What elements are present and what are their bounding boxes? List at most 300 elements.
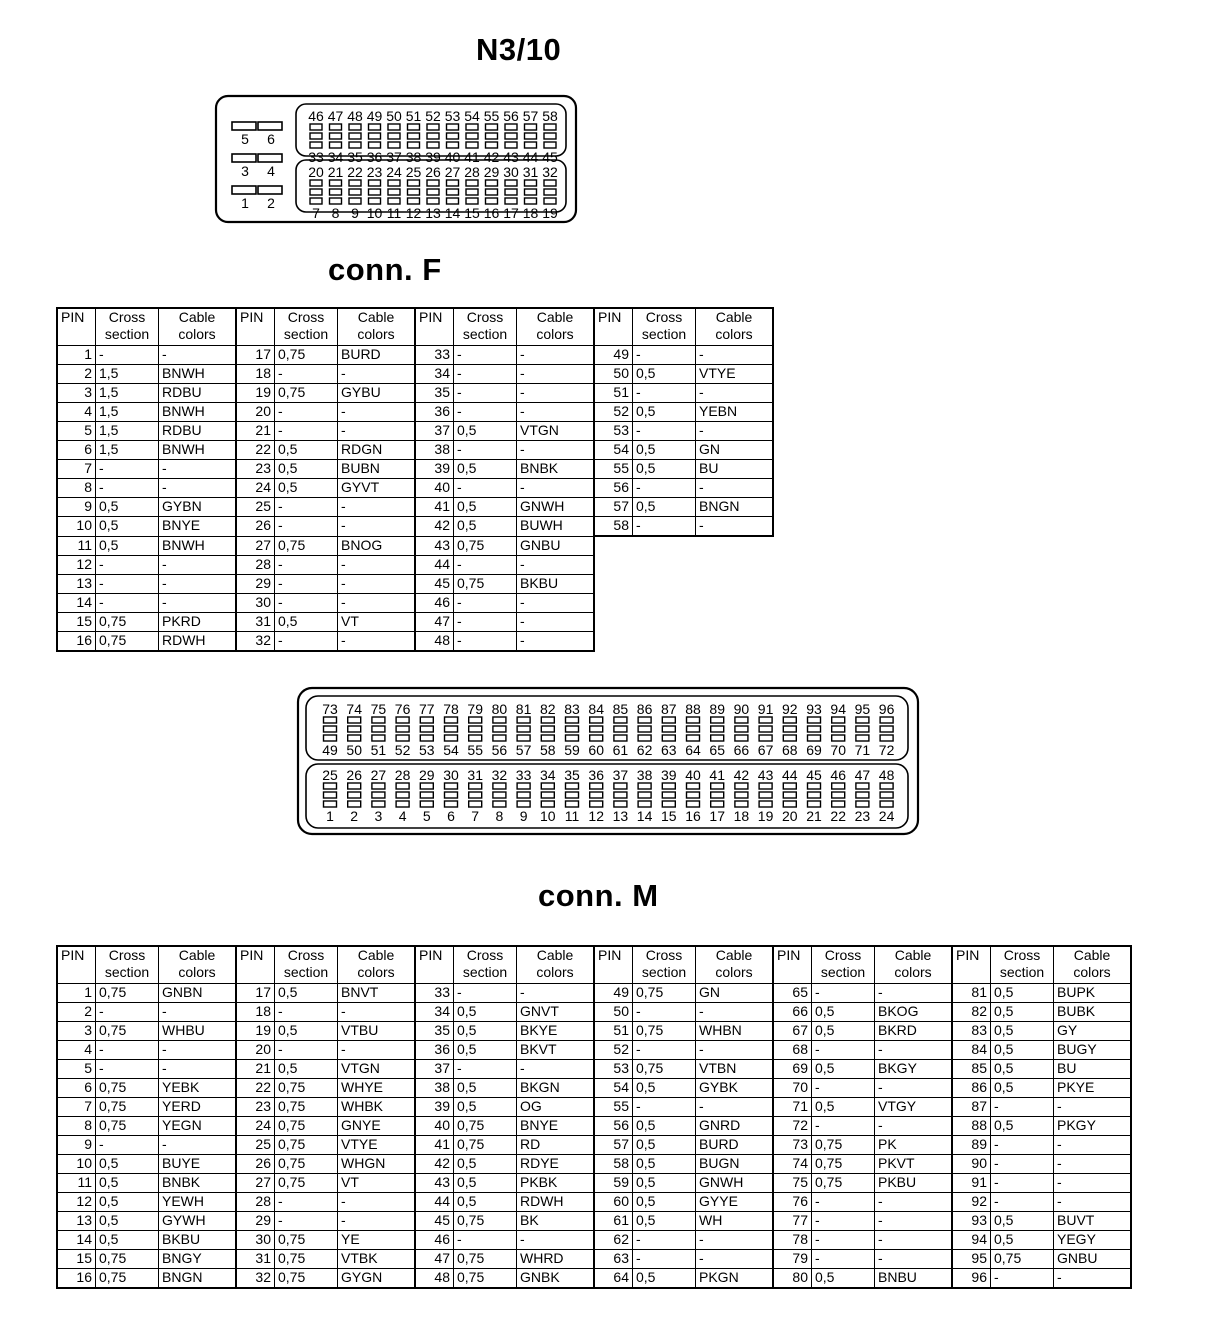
cable-color-cell: -	[875, 1117, 953, 1136]
pin-cell: 48	[415, 1269, 454, 1289]
cable-color-cell: -	[159, 346, 237, 365]
cross-section-cell: 0,5	[275, 1060, 338, 1079]
pin-cell: 48	[415, 631, 454, 651]
pin-cell: 20	[236, 403, 275, 422]
pin-cell: 7	[57, 460, 96, 479]
cross-section-cell: -	[633, 384, 696, 403]
m-lower-pin-label: 28	[394, 767, 411, 783]
pin-cell: 4	[57, 403, 96, 422]
power-pin-label: 3	[241, 163, 249, 179]
pin-slot	[493, 717, 506, 723]
cross-section-cell: 0,75	[275, 1136, 338, 1155]
n3-lower-pin-label: 12	[405, 205, 422, 221]
pin-slot	[324, 792, 337, 798]
m-upper-pin-label: 53	[419, 742, 435, 758]
cross-section-cell: 0,75	[275, 1079, 338, 1098]
pin-cell: 3	[57, 1022, 96, 1041]
pin-cell: 28	[236, 1193, 275, 1212]
table-row	[57, 1231, 1131, 1250]
cross-section-cell: 0,75	[633, 984, 696, 1003]
n3-lower-pin-label: 15	[464, 205, 480, 221]
table-row	[57, 517, 773, 537]
cross-section-cell: 0,75	[96, 1098, 159, 1117]
cable-color-cell: BUBN	[338, 460, 416, 479]
pin-cell: 94	[952, 1231, 991, 1250]
cross-section-cell: 0,5	[275, 441, 338, 460]
pin-slot	[759, 801, 772, 807]
cable-colors-header-text: colors	[715, 964, 753, 980]
cross-section-cell: 0,75	[454, 1136, 517, 1155]
pin-slot	[517, 792, 530, 798]
pin-cell: 2	[57, 1003, 96, 1022]
m-upper-pin-label: 81	[515, 701, 532, 717]
pin-slot	[408, 189, 420, 195]
pin-cell: 87	[952, 1098, 991, 1117]
pin-slot	[469, 801, 482, 807]
cable-color-cell: GNWH	[517, 498, 595, 517]
n3-upper-pin-label: 46	[308, 108, 324, 124]
pin-slot	[466, 198, 478, 204]
cross-section-cell: 0,5	[454, 517, 517, 537]
connector-n3-diagram	[214, 94, 578, 224]
pin-cell: 17	[236, 346, 275, 365]
cross-section-cell: 0,75	[275, 1174, 338, 1193]
cross-section-cell: -	[96, 479, 159, 498]
n3-lower-pin-label: 19	[542, 205, 558, 221]
pin-cell: 2	[57, 365, 96, 384]
cross-section-cell: -	[454, 555, 517, 574]
pin-cell: 19	[236, 1022, 275, 1041]
m-upper-pin-label: 88	[685, 701, 701, 717]
pin-slot	[566, 717, 579, 723]
power-pin-label: 4	[267, 163, 275, 179]
pin-slot	[396, 726, 409, 732]
cross-section-cell: -	[96, 1136, 159, 1155]
cross-section-header-text: section	[283, 326, 329, 342]
pin-cell: 37	[415, 422, 454, 441]
pin-cell: 6	[57, 1079, 96, 1098]
m-lower-pin-label: 25	[322, 767, 338, 783]
n3-upper-pin-label: 37	[386, 149, 402, 165]
pin-slot	[469, 783, 482, 789]
pin-cell: 53	[594, 422, 633, 441]
n3-upper-pin-label: 41	[464, 149, 480, 165]
pin-cell: 11	[57, 536, 96, 555]
pin-cell: 62	[594, 1231, 633, 1250]
m-lower-pin-label: 33	[515, 767, 532, 783]
m-upper-pin-label: 79	[467, 701, 483, 717]
pin-header-text: PIN	[598, 947, 622, 963]
cross-section-header-text: section	[641, 326, 687, 342]
n3-lower-pin-label: 8	[331, 205, 340, 221]
cross-section-cell: 0,5	[633, 1174, 696, 1193]
cable-color-cell: VTBK	[338, 1250, 416, 1269]
cable-color-cell: PKBU	[875, 1174, 953, 1193]
pin-slot	[832, 783, 845, 789]
cross-section-cell: 0,5	[454, 1098, 517, 1117]
cross-section-cell: -	[96, 1003, 159, 1022]
cross-section-cell: 0,75	[96, 1079, 159, 1098]
pin-cell: 22	[236, 441, 275, 460]
pin-slot	[808, 801, 821, 807]
m-upper-pin-label: 49	[322, 742, 338, 758]
pin-slot	[330, 133, 342, 139]
pin-slot	[427, 189, 439, 195]
cross-section-cell: -	[812, 984, 875, 1003]
n3-upper-pin-label: 58	[542, 108, 558, 124]
cross-section-cell: -	[812, 1079, 875, 1098]
m-lower-pin-label: 2	[350, 808, 359, 824]
cable-color-cell: -	[1054, 1174, 1132, 1193]
m-upper-pin-label: 65	[709, 742, 725, 758]
pin-cell: 12	[57, 1193, 96, 1212]
n3-lower-pin-label: 20	[308, 164, 324, 180]
n3-lower-pin-label: 17	[503, 205, 519, 221]
page-title: N3/10	[476, 32, 562, 67]
pin-slot	[808, 792, 821, 798]
pin-slot	[447, 142, 459, 148]
n3-lower-pin-label: 28	[464, 164, 480, 180]
cable-colors-header-text: colors	[178, 964, 216, 980]
cross-section-cell: 0,5	[633, 403, 696, 422]
cross-section-cell: 1,5	[96, 441, 159, 460]
pin-cell: 74	[773, 1155, 812, 1174]
cross-section-header-text: section	[283, 964, 329, 980]
pin-slot	[525, 189, 537, 195]
cable-color-cell: -	[696, 1003, 774, 1022]
cable-color-cell: BKRD	[875, 1022, 953, 1041]
pin-slot	[687, 783, 700, 789]
m-lower-pin-label: 8	[495, 808, 504, 824]
cable-color-cell: YEBN	[696, 403, 774, 422]
n3-lower-pin-label: 9	[351, 205, 359, 221]
pin-slot	[324, 735, 337, 741]
cable-color-cell: -	[696, 422, 774, 441]
pin-slot	[856, 735, 869, 741]
pin-slot	[324, 726, 337, 732]
pin-cell: 93	[952, 1212, 991, 1231]
cable-color-cell: OG	[517, 1098, 595, 1117]
cable-color-cell: GYBU	[338, 384, 416, 403]
pin-cell: 31	[236, 1250, 275, 1269]
cable-color-cell: RDBU	[159, 422, 237, 441]
cross-section-cell: 0,5	[454, 498, 517, 517]
pin-cell: 55	[594, 460, 633, 479]
pin-cell: 26	[236, 1155, 275, 1174]
pin-slot	[590, 717, 603, 723]
m-lower-pin-label: 45	[806, 767, 822, 783]
pin-slot	[880, 726, 893, 732]
cross-section-cell: -	[275, 574, 338, 593]
n3-upper-pin-label: 47	[327, 108, 344, 124]
cable-colors-header-text: colors	[1073, 964, 1111, 980]
pin-slot	[856, 783, 869, 789]
cross-section-cell: 0,5	[454, 1174, 517, 1193]
cross-section-cell: -	[812, 1117, 875, 1136]
n3-lower-pin-label: 27	[444, 164, 461, 180]
n3-upper-pin-label: 57	[522, 108, 539, 124]
cross-section-cell: -	[991, 1098, 1054, 1117]
cable-color-cell: GNBU	[1054, 1250, 1132, 1269]
cross-section-cell: 1,5	[96, 384, 159, 403]
pin-header	[57, 308, 96, 346]
cable-colors-header	[159, 308, 237, 346]
cable-color-cell: -	[159, 1003, 237, 1022]
table-row	[57, 441, 773, 460]
cable-colors-header-text: colors	[536, 964, 574, 980]
cross-section-cell: -	[454, 1060, 517, 1079]
empty-cell	[696, 536, 774, 555]
pin-cell: 29	[236, 1212, 275, 1231]
pin-slot	[408, 124, 420, 130]
pin-slot	[662, 726, 675, 732]
pin-slot	[783, 717, 796, 723]
pin-cell: 84	[952, 1041, 991, 1060]
cross-section-cell: 0,75	[812, 1174, 875, 1193]
pin-cell: 26	[236, 517, 275, 537]
cable-color-cell: GY	[1054, 1022, 1132, 1041]
pin-cell: 45	[415, 574, 454, 593]
connector-m-diagram	[296, 686, 922, 838]
cross-section-cell: -	[275, 1212, 338, 1231]
cross-section-cell: 0,75	[454, 574, 517, 593]
cross-section-header-text: section	[999, 964, 1045, 980]
cross-section-cell: -	[633, 1003, 696, 1022]
m-lower-pin-label: 9	[519, 808, 528, 824]
power-pin-label: 5	[241, 131, 249, 147]
pin-cell: 38	[415, 441, 454, 460]
cross-section-header-text: section	[641, 964, 687, 980]
n3-upper-pin-label: 36	[366, 149, 383, 165]
cross-section-cell: -	[812, 1193, 875, 1212]
table-row	[57, 1269, 1131, 1289]
pin-cell: 39	[415, 460, 454, 479]
pin-slot	[493, 792, 506, 798]
cross-section-cell: -	[454, 384, 517, 403]
pin-slot	[590, 783, 603, 789]
pin-cell: 7	[57, 1098, 96, 1117]
pin-slot	[687, 726, 700, 732]
cable-color-cell: -	[875, 1250, 953, 1269]
pin-cell: 33	[415, 346, 454, 365]
cross-section-cell: 0,5	[633, 441, 696, 460]
pin-slot	[541, 735, 554, 741]
pin-slot	[348, 726, 361, 732]
m-lower-pin-label: 21	[806, 808, 822, 824]
cross-section-cell: 0,5	[633, 1155, 696, 1174]
table-row	[57, 422, 773, 441]
pin-cell: 50	[594, 1003, 633, 1022]
cable-color-cell: PK	[875, 1136, 953, 1155]
cable-color-cell: BNWH	[159, 536, 237, 555]
cable-color-cell: BKBU	[517, 574, 595, 593]
conn-f-title: conn. F	[328, 252, 442, 287]
pin-cell: 9	[57, 1136, 96, 1155]
pin-cell: 51	[594, 384, 633, 403]
m-lower-pin-label: 18	[733, 808, 750, 824]
n3-upper-pin-label: 42	[483, 149, 500, 165]
cable-colors-header	[517, 946, 595, 984]
table-row	[57, 1136, 1131, 1155]
m-upper-pin-label: 76	[394, 701, 411, 717]
cable-color-cell: VT	[338, 612, 416, 631]
pin-slot	[832, 735, 845, 741]
cable-color-cell: BNWH	[159, 365, 237, 384]
cable-color-cell: -	[696, 346, 774, 365]
m-lower-pin-label: 44	[782, 767, 798, 783]
pin-cell: 37	[415, 1060, 454, 1079]
pin-cell: 41	[415, 1136, 454, 1155]
pin-slot	[783, 801, 796, 807]
pin-cell: 9	[57, 498, 96, 517]
n3-lower-pin-label: 32	[542, 164, 558, 180]
pin-slot	[759, 717, 772, 723]
table-row	[57, 1193, 1131, 1212]
m-upper-pin-label: 86	[636, 701, 653, 717]
cross-section-cell: 0,5	[812, 1098, 875, 1117]
cable-color-cell: -	[875, 1041, 953, 1060]
cable-colors-header-text: Cable	[536, 947, 574, 963]
pin-slot	[493, 735, 506, 741]
cable-colors-header-text: Cable	[1073, 947, 1111, 963]
pin-cell: 12	[57, 555, 96, 574]
cross-section-cell: 0,75	[275, 1155, 338, 1174]
pin-slot	[372, 726, 385, 732]
cross-section-cell: 0,5	[454, 1079, 517, 1098]
cable-color-cell: VTGN	[517, 422, 595, 441]
cable-color-cell: -	[517, 479, 595, 498]
pin-header-text: PIN	[598, 309, 622, 325]
pin-slot	[614, 801, 627, 807]
pin-slot	[541, 717, 554, 723]
pin-slot	[525, 180, 537, 186]
pin-slot	[711, 783, 724, 789]
pin-cell: 41	[415, 498, 454, 517]
m-upper-pin-label: 70	[830, 742, 846, 758]
cable-color-cell: BNVT	[338, 984, 416, 1003]
pin-slot	[369, 198, 381, 204]
table-row	[57, 403, 773, 422]
cross-section-cell: 1,5	[96, 422, 159, 441]
n3-upper-pin-label: 40	[444, 149, 461, 165]
m-lower-pin-label: 16	[685, 808, 701, 824]
table-row	[57, 1003, 1131, 1022]
cable-colors-header-text: Cable	[357, 947, 395, 963]
pin-slot	[372, 801, 385, 807]
cross-section-cell: -	[812, 1041, 875, 1060]
cable-color-cell: -	[1054, 1136, 1132, 1155]
pin-cell: 80	[773, 1269, 812, 1289]
m-upper-pin-label: 69	[806, 742, 822, 758]
pin-slot	[466, 133, 478, 139]
cross-section-cell: 0,5	[454, 1022, 517, 1041]
cable-colors-header-text: colors	[178, 326, 216, 342]
cross-section-cell: -	[454, 441, 517, 460]
cable-colors-header-text: colors	[357, 326, 395, 342]
pin-cell: 53	[594, 1060, 633, 1079]
cross-section-header	[812, 946, 875, 984]
cable-color-cell: BUWH	[517, 517, 595, 537]
cross-section-cell: 0,5	[275, 460, 338, 479]
pin-cell: 57	[594, 498, 633, 517]
pin-cell: 75	[773, 1174, 812, 1193]
pin-cell: 8	[57, 1117, 96, 1136]
pin-cell: 1	[57, 984, 96, 1003]
pin-cell: 23	[236, 1098, 275, 1117]
n3-upper-pin-label: 49	[366, 108, 383, 124]
cable-color-cell: -	[517, 593, 595, 612]
pin-cell: 18	[236, 1003, 275, 1022]
cable-color-cell: GNBN	[159, 984, 237, 1003]
pin-header-text: PIN	[61, 947, 85, 963]
pin-slot	[832, 792, 845, 798]
cable-color-cell: PKVT	[875, 1155, 953, 1174]
pin-slot	[832, 801, 845, 807]
cross-section-header	[454, 308, 517, 346]
cross-section-cell: -	[633, 1231, 696, 1250]
cable-color-cell: -	[159, 1060, 237, 1079]
m-lower-pin-label: 26	[346, 767, 362, 783]
pin-slot	[349, 142, 361, 148]
m-upper-pin-label: 73	[322, 701, 338, 717]
cross-section-header	[96, 946, 159, 984]
pin-cell: 31	[236, 612, 275, 631]
cross-section-header	[275, 946, 338, 984]
pin-slot	[590, 792, 603, 798]
pin-slot	[808, 717, 821, 723]
conn-m-title: conn. M	[538, 878, 659, 913]
pin-slot	[420, 735, 433, 741]
pin-cell: 60	[594, 1193, 633, 1212]
pin-slot	[310, 133, 322, 139]
cable-color-cell: -	[517, 984, 595, 1003]
m-lower-pin-label: 1	[326, 808, 334, 824]
pin-slot	[493, 783, 506, 789]
pin-cell: 58	[594, 517, 633, 537]
pin-slot	[349, 133, 361, 139]
pin-slot	[396, 717, 409, 723]
power-pin-label: 6	[267, 131, 275, 147]
cable-color-cell: -	[696, 1041, 774, 1060]
cross-section-cell: 0,5	[812, 1269, 875, 1289]
power-pin-slot	[258, 186, 282, 194]
pin-slot	[541, 783, 554, 789]
cable-color-cell: GYYE	[696, 1193, 774, 1212]
pin-cell: 89	[952, 1136, 991, 1155]
cable-color-cell: BURD	[696, 1136, 774, 1155]
cable-color-cell: BURD	[338, 346, 416, 365]
pin-slot	[711, 792, 724, 798]
m-lower-pin-label: 17	[709, 808, 725, 824]
m-upper-pin-label: 94	[830, 701, 846, 717]
cable-color-cell: -	[517, 555, 595, 574]
cross-section-cell: 0,5	[633, 460, 696, 479]
cross-section-cell: 0,5	[633, 1193, 696, 1212]
pin-slot	[445, 783, 458, 789]
cross-section-cell: -	[454, 593, 517, 612]
cable-color-cell: WHRD	[517, 1250, 595, 1269]
table-row	[57, 555, 773, 574]
pin-cell: 36	[415, 1041, 454, 1060]
pin-slot	[447, 198, 459, 204]
cross-section-cell: 0,75	[633, 1022, 696, 1041]
table-row	[57, 593, 773, 612]
cross-section-cell: -	[454, 984, 517, 1003]
m-upper-pin-label: 63	[661, 742, 677, 758]
pin-cell: 25	[236, 1136, 275, 1155]
cross-section-cell: -	[275, 422, 338, 441]
pin-slot	[783, 783, 796, 789]
